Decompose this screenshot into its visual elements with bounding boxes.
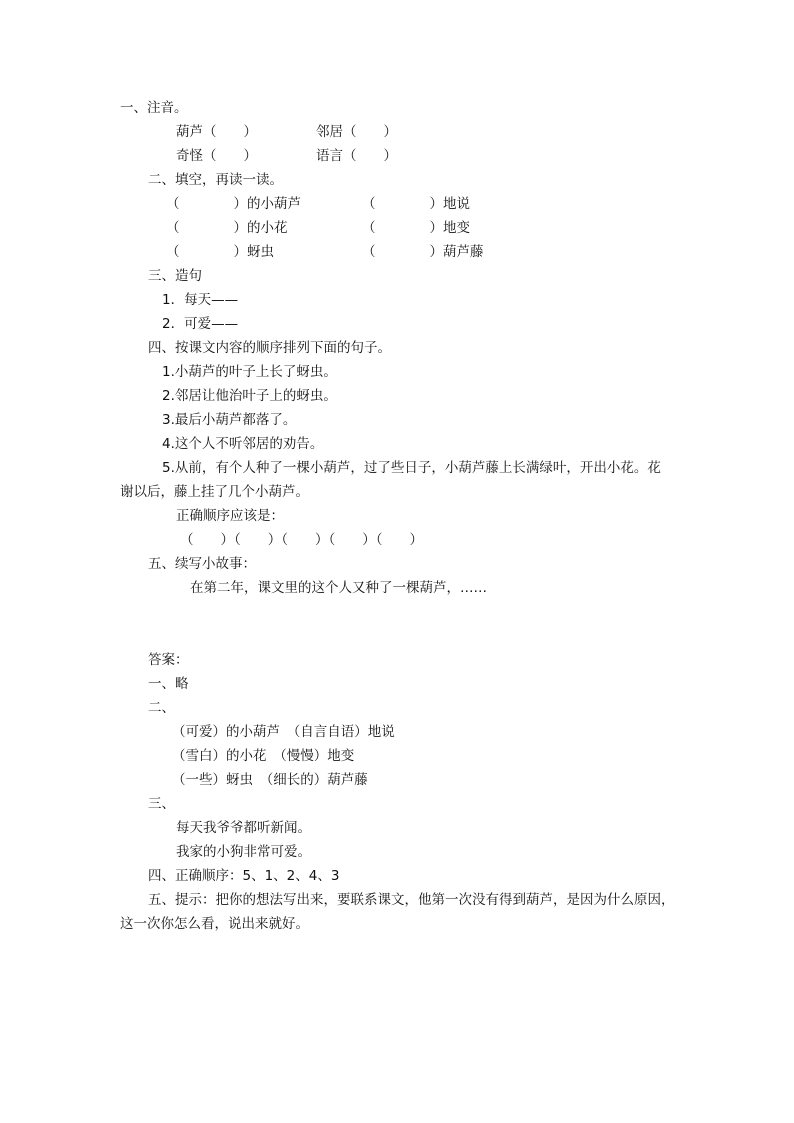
section-1-title: 一、注音。 [120, 100, 188, 116]
pinyin-item: 奇怪（ ） [176, 148, 257, 164]
fill-blank-item: （ ）蚜虫 [166, 244, 274, 260]
answer-4: 四、正确顺序：5、1、2、4、3 [148, 868, 340, 884]
order-label: 正确顺序应该是： [176, 508, 284, 524]
order-blanks: （ ）（ ）（ ）（ ）（ ） [180, 532, 423, 548]
answer-3: 三、 [148, 796, 175, 812]
fill-blank-item: （ ）的小葫芦 [166, 196, 301, 212]
answer-3-item: 每天我爷爷都听新闻。 [176, 820, 311, 836]
answer-heading: 答案： [148, 652, 189, 668]
answer-2-item: （一些）蚜虫 （细长的）葫芦藤 [172, 772, 368, 788]
story-prompt: 在第二年，课文里的这个人又种了一棵葫芦，…… [190, 580, 487, 596]
answer-5: 五、提示：把你的想法写出来，要联系课文，他第一次没有得到葫芦，是因为什么原因， [148, 892, 675, 908]
pinyin-item: 邻居（ ） [316, 124, 397, 140]
answer-3-item: 我家的小狗非常可爱。 [176, 844, 311, 860]
pinyin-item: 语言（ ） [316, 148, 397, 164]
fill-blank-item: （ ）葫芦藤 [362, 244, 484, 260]
pinyin-item: 葫芦（ ） [176, 124, 257, 140]
order-sentence: 3.最后小葫芦都落了。 [162, 412, 297, 428]
answer-1: 一、略 [148, 676, 189, 692]
sentence-item: 1．每天—— [162, 292, 239, 308]
order-sentence: 5.从前，有个人种了一棵小葫芦，过了些日子，小葫芦藤上长满绿叶，开出小花。花 [162, 460, 661, 476]
fill-blank-item: （ ）地说 [362, 196, 470, 212]
section-4-title: 四、按课文内容的顺序排列下面的句子。 [148, 340, 391, 356]
answer-5-continued: 这一次你怎么看，说出来就好。 [120, 916, 309, 932]
fill-blank-item: （ ）地变 [362, 220, 470, 236]
fill-blank-item: （ ）的小花 [166, 220, 288, 236]
order-sentence: 1.小葫芦的叶子上长了蚜虫。 [162, 364, 337, 380]
section-5-title: 五、续写小故事： [148, 556, 256, 572]
sentence-item: 2．可爱—— [162, 316, 239, 332]
section-3-title: 三、造句 [148, 268, 202, 284]
order-sentence-continued: 谢以后，藤上挂了几个小葫芦。 [120, 484, 309, 500]
order-sentence: 4.这个人不听邻居的劝告。 [162, 436, 324, 452]
answer-2-item: （可爱）的小葫芦 （自言自语）地说 [172, 724, 395, 740]
section-2-title: 二、填空，再读一读。 [148, 172, 283, 188]
answer-2: 二、 [148, 700, 175, 716]
answer-2-item: （雪白）的小花 （慢慢）地变 [172, 748, 355, 764]
order-sentence: 2.邻居让他治叶子上的蚜虫。 [162, 388, 337, 404]
